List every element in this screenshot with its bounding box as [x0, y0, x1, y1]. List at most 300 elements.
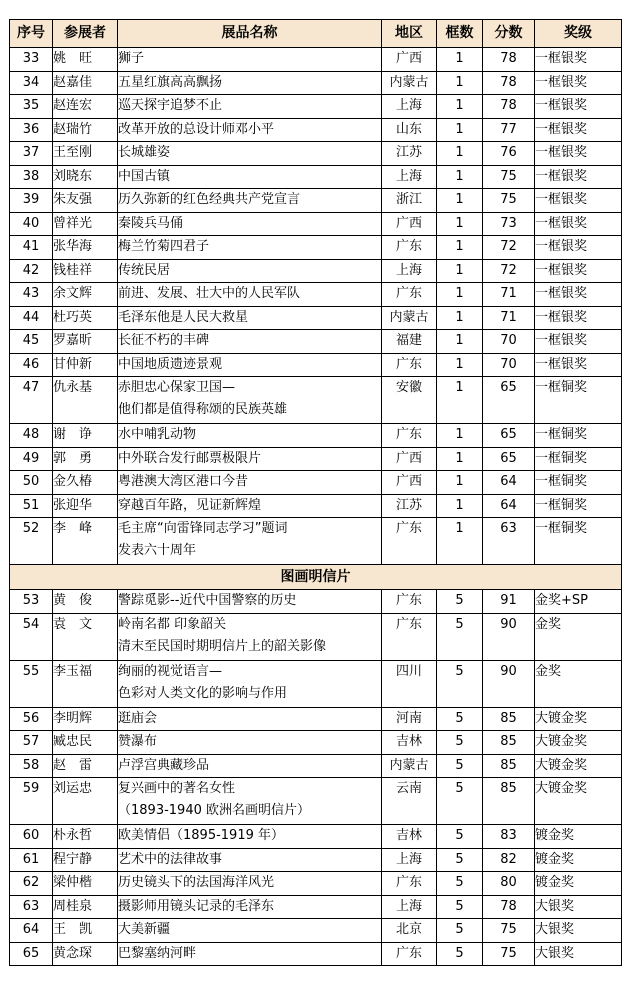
- title-line: 改革开放的总设计师邓小平: [118, 121, 275, 137]
- cell-score: 75: [483, 919, 535, 943]
- table-row: [10, 494, 622, 518]
- cell-title: [118, 919, 382, 943]
- cell-no: 34: [10, 71, 53, 95]
- cell-no: 48: [10, 424, 53, 448]
- cell-no: 56: [10, 707, 53, 731]
- cell-award: 大镀金奖: [535, 778, 622, 825]
- cell-no: 50: [10, 471, 53, 495]
- cell-exhibitor: 赵嘉佳: [53, 71, 118, 95]
- cell-no: 59: [10, 778, 53, 825]
- cell-exhibitor: 刘运忠: [53, 778, 118, 825]
- cell-award: 一框银奖: [535, 306, 622, 330]
- cell-title: [118, 494, 382, 518]
- cell-frames: 5: [437, 613, 483, 660]
- cell-title: [118, 942, 382, 966]
- title-line: 他们都是值得称颂的民族英雄: [118, 402, 288, 417]
- cell-title: [118, 848, 382, 872]
- cell-award: 大银奖: [535, 919, 622, 943]
- cell-award: 一框铜奖: [535, 377, 622, 424]
- table-row: [10, 48, 622, 72]
- cell-region: 广东: [382, 613, 437, 660]
- table-row: [10, 306, 622, 330]
- cell-no: 55: [10, 660, 53, 707]
- cell-no: 53: [10, 590, 53, 614]
- cell-award: 一框银奖: [535, 48, 622, 72]
- title-line: 卢浮宫典藏珍品: [118, 757, 210, 773]
- header-award: 奖级: [535, 20, 622, 48]
- cell-exhibitor: 李玉福: [53, 660, 118, 707]
- cell-score: 85: [483, 731, 535, 755]
- cell-title: [118, 660, 382, 707]
- cell-frames: 1: [437, 377, 483, 424]
- cell-title: [118, 118, 382, 142]
- title-line: 穿越百年路，见证新辉煌: [118, 497, 262, 513]
- cell-title: [118, 895, 382, 919]
- cell-title: [118, 613, 382, 660]
- cell-exhibitor: 钱桂祥: [53, 259, 118, 283]
- cell-award: 一框银奖: [535, 283, 622, 307]
- cell-frames: 1: [437, 447, 483, 471]
- cell-frames: 5: [437, 707, 483, 731]
- cell-award: 镀金奖: [535, 825, 622, 849]
- title-line: 清末至民国时期明信片上的韶关影像: [118, 638, 327, 654]
- cell-frames: 1: [437, 165, 483, 189]
- title-line: 赤胆忠心保家卫国—: [118, 380, 236, 395]
- cell-frames: 5: [437, 754, 483, 778]
- cell-title: [118, 377, 382, 424]
- header-frames: 框数: [437, 20, 483, 48]
- cell-title: [118, 259, 382, 283]
- cell-exhibitor: 甘仲新: [53, 353, 118, 377]
- cell-frames: 5: [437, 942, 483, 966]
- cell-no: 47: [10, 377, 53, 424]
- table-row: [10, 283, 622, 307]
- cell-region: 北京: [382, 919, 437, 943]
- table-row: [10, 71, 622, 95]
- cell-exhibitor: 赵瑞竹: [53, 118, 118, 142]
- title-line: 警踪觅影--近代中国警察的历史: [118, 593, 297, 608]
- cell-region: 山东: [382, 118, 437, 142]
- header-score: 分数: [483, 20, 535, 48]
- cell-award: 大镀金奖: [535, 731, 622, 755]
- cell-award: 镀金奖: [535, 872, 622, 896]
- cell-region: 广东: [382, 872, 437, 896]
- cell-award: 一框银奖: [535, 353, 622, 377]
- cell-frames: 1: [437, 424, 483, 448]
- cell-frames: 5: [437, 778, 483, 825]
- cell-award: 一框银奖: [535, 189, 622, 213]
- cell-award: 一框银奖: [535, 236, 622, 260]
- cell-score: 64: [483, 494, 535, 518]
- cell-region: 上海: [382, 848, 437, 872]
- title-line: 长城雄姿: [118, 145, 171, 160]
- header-title: 展品名称: [118, 20, 382, 48]
- cell-exhibitor: 朱友强: [53, 189, 118, 213]
- table-row: [10, 95, 622, 119]
- cell-exhibitor: 李明辉: [53, 707, 118, 731]
- title-line: 绚丽的视觉语言—: [118, 663, 223, 679]
- cell-title: [118, 590, 382, 614]
- cell-no: 57: [10, 731, 53, 755]
- cell-title: [118, 778, 382, 825]
- cell-award: 大银奖: [535, 895, 622, 919]
- cell-award: 一框铜奖: [535, 471, 622, 495]
- cell-region: 江苏: [382, 142, 437, 166]
- cell-title: [118, 95, 382, 119]
- cell-exhibitor: 朴永哲: [53, 825, 118, 849]
- cell-frames: 1: [437, 95, 483, 119]
- cell-score: 72: [483, 236, 535, 260]
- cell-score: 85: [483, 778, 535, 825]
- cell-score: 80: [483, 872, 535, 896]
- cell-score: 63: [483, 518, 535, 565]
- cell-exhibitor: 赵 雷: [53, 754, 118, 778]
- cell-title: [118, 330, 382, 354]
- title-line: 毛泽东他是人民大救星: [118, 309, 249, 325]
- cell-exhibitor: 杜巧英: [53, 306, 118, 330]
- cell-frames: 1: [437, 306, 483, 330]
- cell-exhibitor: 周桂泉: [53, 895, 118, 919]
- title-line: 欧美情侣（1895-1919 年）: [118, 828, 284, 843]
- title-line: 复兴画中的著名女性: [118, 781, 236, 796]
- title-line: 中外联合发行邮票极限片: [118, 450, 262, 466]
- cell-award: 一框铜奖: [535, 424, 622, 448]
- cell-score: 65: [483, 447, 535, 471]
- title-line: 中国地质遗迹景观: [118, 356, 223, 372]
- cell-frames: 1: [437, 118, 483, 142]
- cell-frames: 1: [437, 189, 483, 213]
- table-row: [10, 754, 622, 778]
- cell-award: 一框银奖: [535, 118, 622, 142]
- cell-no: 58: [10, 754, 53, 778]
- cell-award: 一框铜奖: [535, 494, 622, 518]
- cell-region: 广东: [382, 590, 437, 614]
- cell-award: 一框银奖: [535, 330, 622, 354]
- cell-title: [118, 471, 382, 495]
- cell-title: [118, 424, 382, 448]
- cell-award: 一框银奖: [535, 95, 622, 119]
- cell-award: 一框铜奖: [535, 447, 622, 471]
- table-row: [10, 189, 622, 213]
- cell-score: 78: [483, 95, 535, 119]
- cell-title: [118, 71, 382, 95]
- cell-region: 安徽: [382, 377, 437, 424]
- table-row: [10, 518, 622, 565]
- cell-award: 一框银奖: [535, 259, 622, 283]
- table-row: [10, 330, 622, 354]
- cell-no: 43: [10, 283, 53, 307]
- cell-exhibitor: 刘晓东: [53, 165, 118, 189]
- cell-region: 上海: [382, 165, 437, 189]
- table-row: [10, 353, 622, 377]
- cell-frames: 5: [437, 919, 483, 943]
- cell-no: 61: [10, 848, 53, 872]
- cell-title: [118, 212, 382, 236]
- cell-frames: 1: [437, 330, 483, 354]
- section-row: [10, 565, 622, 590]
- cell-no: 64: [10, 919, 53, 943]
- cell-region: 内蒙古: [382, 754, 437, 778]
- cell-score: 82: [483, 848, 535, 872]
- title-line: 岭南名都 印象韶关: [118, 616, 227, 632]
- cell-score: 91: [483, 590, 535, 614]
- title-line: 大美新疆: [118, 922, 171, 937]
- cell-exhibitor: 王 凯: [53, 919, 118, 943]
- cell-title: [118, 731, 382, 755]
- title-line: 巴黎塞纳河畔: [118, 945, 197, 961]
- cell-title: [118, 306, 382, 330]
- cell-no: 39: [10, 189, 53, 213]
- cell-title: [118, 447, 382, 471]
- cell-score: 72: [483, 259, 535, 283]
- cell-region: 内蒙古: [382, 71, 437, 95]
- cell-frames: 1: [437, 471, 483, 495]
- cell-score: 85: [483, 707, 535, 731]
- cell-frames: 5: [437, 731, 483, 755]
- title-line: 梅兰竹菊四君子: [118, 239, 210, 254]
- cell-frames: 1: [437, 494, 483, 518]
- cell-score: 65: [483, 424, 535, 448]
- cell-no: 46: [10, 353, 53, 377]
- title-line: 长征不朽的丰碑: [118, 333, 210, 348]
- cell-no: 40: [10, 212, 53, 236]
- cell-score: 75: [483, 189, 535, 213]
- title-line: 水中哺乳动物: [118, 427, 197, 442]
- cell-no: 38: [10, 165, 53, 189]
- cell-no: 35: [10, 95, 53, 119]
- cell-frames: 1: [437, 283, 483, 307]
- title-line: 传统民居: [118, 262, 171, 278]
- cell-score: 85: [483, 754, 535, 778]
- cell-score: 83: [483, 825, 535, 849]
- cell-title: [118, 754, 382, 778]
- cell-score: 70: [483, 353, 535, 377]
- cell-title: [118, 165, 382, 189]
- cell-title: [118, 518, 382, 565]
- cell-region: 广东: [382, 283, 437, 307]
- cell-score: 76: [483, 142, 535, 166]
- table-row: [10, 660, 622, 707]
- cell-exhibitor: 程宁静: [53, 848, 118, 872]
- cell-no: 45: [10, 330, 53, 354]
- cell-award: 一框银奖: [535, 71, 622, 95]
- cell-frames: 1: [437, 518, 483, 565]
- cell-no: 60: [10, 825, 53, 849]
- cell-title: [118, 872, 382, 896]
- table-body-postcards: [10, 590, 622, 966]
- cell-frames: 5: [437, 590, 483, 614]
- cell-region: 广东: [382, 424, 437, 448]
- cell-exhibitor: 袁 文: [53, 613, 118, 660]
- title-line: 前进、发展、壮大中的人民军队: [118, 286, 301, 301]
- cell-exhibitor: 姚 旺: [53, 48, 118, 72]
- cell-region: 广东: [382, 353, 437, 377]
- header-region: 地区: [382, 20, 437, 48]
- table-row: [10, 142, 622, 166]
- title-line: 逛庙会: [118, 710, 158, 726]
- cell-exhibitor: 梁仲楷: [53, 872, 118, 896]
- cell-region: 上海: [382, 95, 437, 119]
- cell-award: 金奖: [535, 613, 622, 660]
- cell-region: 广西: [382, 471, 437, 495]
- cell-award: 金奖+SP: [535, 590, 622, 614]
- table-row: [10, 165, 622, 189]
- cell-score: 65: [483, 377, 535, 424]
- cell-region: 广东: [382, 518, 437, 565]
- cell-no: 36: [10, 118, 53, 142]
- table-row: [10, 236, 622, 260]
- title-line: 赞瀑布: [118, 734, 158, 749]
- cell-exhibitor: 仇永基: [53, 377, 118, 424]
- cell-title: [118, 283, 382, 307]
- cell-award: 一框银奖: [535, 165, 622, 189]
- header-row: [10, 20, 622, 48]
- cell-score: 64: [483, 471, 535, 495]
- cell-score: 77: [483, 118, 535, 142]
- cell-no: 51: [10, 494, 53, 518]
- title-line: 巡天探宇追梦不止: [118, 98, 223, 113]
- cell-no: 37: [10, 142, 53, 166]
- table-row: [10, 872, 622, 896]
- cell-exhibitor: 张华海: [53, 236, 118, 260]
- cell-region: 上海: [382, 895, 437, 919]
- title-line: 历史镜头下的法国海洋风光: [118, 875, 275, 890]
- cell-exhibitor: 金久椿: [53, 471, 118, 495]
- cell-score: 70: [483, 330, 535, 354]
- cell-award: 一框银奖: [535, 142, 622, 166]
- cell-region: 吉林: [382, 825, 437, 849]
- cell-exhibitor: 谢 诤: [53, 424, 118, 448]
- cell-score: 71: [483, 306, 535, 330]
- cell-award: 大银奖: [535, 942, 622, 966]
- cell-score: 71: [483, 283, 535, 307]
- cell-title: [118, 48, 382, 72]
- cell-frames: 1: [437, 212, 483, 236]
- table-row: [10, 377, 622, 424]
- cell-region: 吉林: [382, 731, 437, 755]
- table-row: [10, 613, 622, 660]
- cell-frames: 5: [437, 848, 483, 872]
- title-line: 狮子: [118, 51, 145, 66]
- cell-region: 四川: [382, 660, 437, 707]
- title-line: 摄影师用镜头记录的毛泽东: [118, 898, 275, 914]
- table-row: [10, 259, 622, 283]
- cell-exhibitor: 张迎华: [53, 494, 118, 518]
- table-row: [10, 731, 622, 755]
- cell-exhibitor: 王至刚: [53, 142, 118, 166]
- cell-no: 52: [10, 518, 53, 565]
- cell-award: 大镀金奖: [535, 707, 622, 731]
- title-line: 粤港澳大湾区港口今昔: [118, 474, 249, 489]
- cell-region: 广西: [382, 48, 437, 72]
- cell-score: 78: [483, 48, 535, 72]
- cell-title: [118, 353, 382, 377]
- cell-frames: 5: [437, 895, 483, 919]
- cell-score: 75: [483, 942, 535, 966]
- cell-frames: 1: [437, 142, 483, 166]
- table-row: [10, 590, 622, 614]
- cell-no: 54: [10, 613, 53, 660]
- header-no: 序号: [10, 20, 53, 48]
- cell-frames: 5: [437, 825, 483, 849]
- cell-region: 福建: [382, 330, 437, 354]
- title-line: 艺术中的法律故事: [118, 851, 223, 867]
- cell-score: 78: [483, 71, 535, 95]
- cell-no: 44: [10, 306, 53, 330]
- table-row: [10, 471, 622, 495]
- cell-frames: 1: [437, 259, 483, 283]
- title-line: 历久弥新的红色经典共产党宣言: [118, 192, 301, 207]
- cell-score: 75: [483, 165, 535, 189]
- table-row: [10, 212, 622, 236]
- cell-no: 42: [10, 259, 53, 283]
- cell-region: 江苏: [382, 494, 437, 518]
- results-table: [9, 19, 622, 966]
- cell-no: 41: [10, 236, 53, 260]
- cell-region: 浙江: [382, 189, 437, 213]
- cell-title: [118, 236, 382, 260]
- title-line: 五星红旗高高飘扬: [118, 74, 223, 90]
- cell-frames: 1: [437, 236, 483, 260]
- table-row: [10, 707, 622, 731]
- table-row: [10, 919, 622, 943]
- cell-region: 广西: [382, 447, 437, 471]
- title-line: 秦陵兵马俑: [118, 215, 184, 231]
- title-line: 色彩对人类文化的影响与作用: [118, 685, 288, 701]
- cell-award: 金奖: [535, 660, 622, 707]
- cell-exhibitor: 李 峰: [53, 518, 118, 565]
- cell-exhibitor: 罗嘉昕: [53, 330, 118, 354]
- cell-score: 78: [483, 895, 535, 919]
- cell-exhibitor: 余文辉: [53, 283, 118, 307]
- cell-exhibitor: 黄 俊: [53, 590, 118, 614]
- cell-award: 大镀金奖: [535, 754, 622, 778]
- cell-region: 内蒙古: [382, 306, 437, 330]
- table-row: [10, 942, 622, 966]
- cell-score: 90: [483, 660, 535, 707]
- cell-frames: 1: [437, 353, 483, 377]
- header-exhibitor: 参展者: [53, 20, 118, 48]
- cell-frames: 1: [437, 48, 483, 72]
- title-line: （1893-1940 欧洲名画明信片）: [118, 803, 310, 818]
- cell-title: [118, 142, 382, 166]
- table-row: [10, 848, 622, 872]
- cell-region: 云南: [382, 778, 437, 825]
- cell-exhibitor: 郭 勇: [53, 447, 118, 471]
- cell-region: 上海: [382, 259, 437, 283]
- cell-frames: 5: [437, 872, 483, 896]
- table-row: [10, 895, 622, 919]
- table-body-one-frame: [10, 48, 622, 565]
- cell-exhibitor: 臧忠民: [53, 731, 118, 755]
- cell-award: 镀金奖: [535, 848, 622, 872]
- title-line: 毛主席“向雷锋同志学习”题词: [118, 521, 288, 536]
- cell-region: 广东: [382, 236, 437, 260]
- cell-region: 广西: [382, 212, 437, 236]
- cell-frames: 1: [437, 71, 483, 95]
- cell-no: 33: [10, 48, 53, 72]
- section-title: 图画明信片: [10, 565, 622, 590]
- cell-exhibitor: 黄念琛: [53, 942, 118, 966]
- cell-award: 一框铜奖: [535, 518, 622, 565]
- cell-award: 一框银奖: [535, 212, 622, 236]
- table-row: [10, 424, 622, 448]
- cell-no: 49: [10, 447, 53, 471]
- cell-frames: 5: [437, 660, 483, 707]
- cell-title: [118, 707, 382, 731]
- table-row: [10, 825, 622, 849]
- cell-no: 65: [10, 942, 53, 966]
